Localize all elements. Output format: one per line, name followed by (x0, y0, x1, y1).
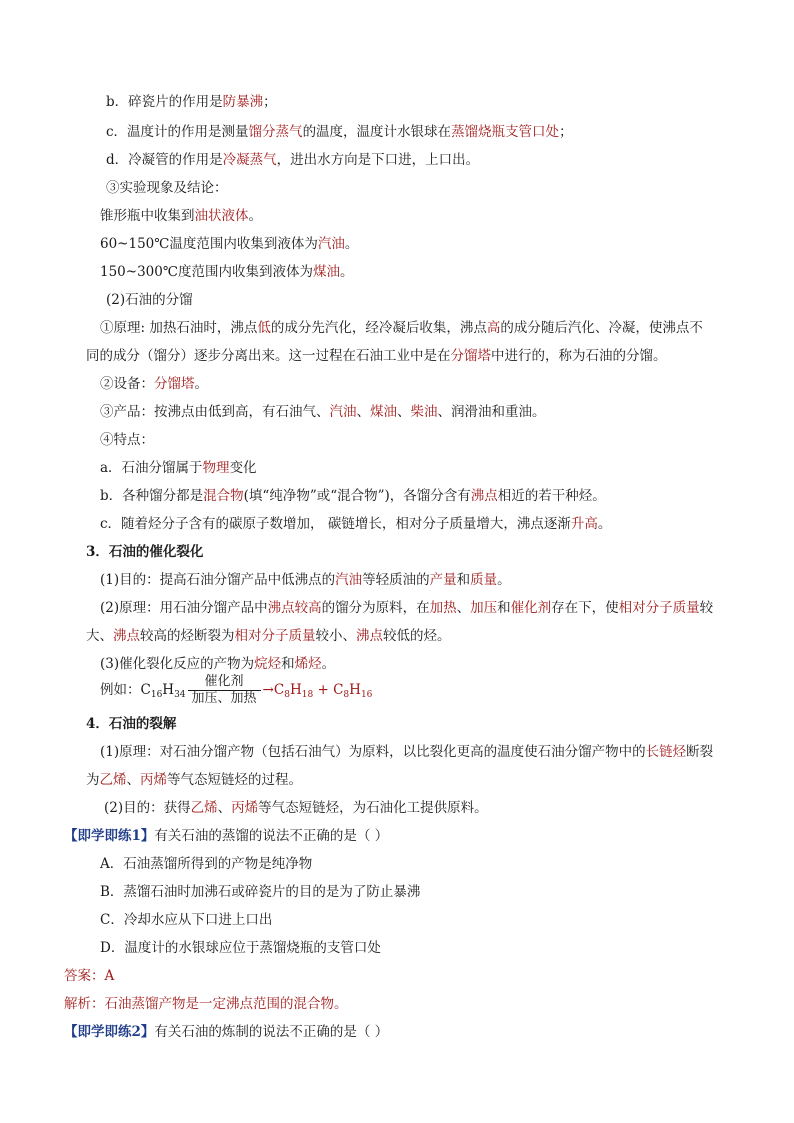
subscript: 8 (284, 690, 290, 700)
section-3-heading (86, 542, 203, 562)
section-4-heading (86, 714, 176, 734)
reaction-condition (188, 674, 261, 707)
text: ； (263, 94, 277, 110)
text: ③产品：按沸点由低到高，有石油气、 (100, 404, 330, 420)
text: H (289, 682, 302, 698)
arrow-icon: → (262, 682, 274, 698)
text: 的成分先汽化，经冷凝后收集，沸点 (270, 320, 487, 336)
text: 。 (194, 376, 208, 392)
fractionation-heading (106, 290, 193, 310)
text: 断裂 (686, 744, 714, 760)
text: (2)石油的分馏 (106, 292, 193, 308)
text: 。 (497, 572, 511, 588)
text: 。 (597, 516, 612, 532)
text: 同的成分（馏分）逐步分离出来。这一过程在石油工业中是在 (86, 348, 451, 364)
text: 、 (397, 404, 411, 420)
highlight: 沸点 (113, 628, 140, 644)
text: 较低的烃。 (383, 628, 451, 644)
text: 150~300℃度范围内收集到液体为 (100, 264, 313, 280)
highlight: 产量 (429, 572, 457, 588)
features-heading (100, 430, 154, 450)
subscript: 16 (360, 690, 373, 700)
text: 等气态短链烃的过程。 (167, 772, 302, 788)
fractionation-principle-1 (100, 318, 703, 338)
text: 较高的烃断裂为 (140, 628, 235, 644)
cracking-products (100, 654, 335, 674)
option-text: A．石油蒸馏所得到的产物是纯净物 (100, 856, 313, 872)
text: ②设备： (100, 376, 154, 392)
text: 、 (356, 404, 370, 420)
highlight: 汽油 (335, 572, 363, 588)
text: 。 (321, 656, 336, 672)
text: 、润滑油和重油。 (437, 404, 546, 420)
text: C (333, 682, 344, 698)
subscript: 18 (301, 690, 314, 700)
highlight: 质量 (470, 572, 498, 588)
highlight: 汽油 (317, 236, 345, 252)
highlight: 油状液体 (194, 208, 249, 224)
item-b-broken-porcelain (106, 92, 277, 112)
text: C (273, 682, 285, 698)
text: 。 (339, 264, 354, 280)
text: 答案：A (64, 968, 115, 984)
exercise-1-answer (64, 966, 114, 986)
text: 中进行的，称为石油的分馏。 (491, 348, 667, 364)
condition-heat-pressure: 加压、加热 (191, 691, 257, 706)
text: 60~150℃温度范围内收集到液体为 (100, 236, 318, 252)
text: 。 (344, 236, 359, 252)
exercise-1-option-c (100, 910, 272, 930)
exercise-tag: 【即学即练2】 (64, 1024, 155, 1040)
feature-a (100, 458, 257, 478)
cracking-equation (100, 674, 372, 711)
text: b．各种馏分都是 (100, 488, 204, 504)
text: 的馏分为原料，在 (321, 600, 430, 616)
text: 的成分随后汽化、冷凝，使沸点不 (500, 320, 703, 336)
reaction-products (263, 682, 373, 698)
text: (2)目的：获得 (104, 800, 191, 816)
highlight: 蒸馏烧瓶支管口处 (451, 124, 560, 140)
text: 。 (248, 208, 262, 224)
text: 和 (497, 600, 511, 616)
exercise-1-explanation (64, 994, 348, 1014)
text: (1)目的：提高石油分馏产品中低沸点的 (100, 572, 336, 588)
item-c-thermometer (106, 122, 573, 142)
text: 有关石油的炼制的说法不正确的是（ ） (154, 1024, 389, 1040)
text: c．随着烃分子含有的碳原子数增加， 碳链增长，相对分子质量增大，沸点逐渐 (100, 516, 571, 532)
pyrolysis-principle-2 (86, 770, 302, 790)
text: 例如：C (100, 682, 151, 698)
phenomena-line-1 (100, 206, 262, 226)
highlight: 长链烃 (645, 744, 687, 760)
highlight: 防暴沸 (222, 94, 264, 110)
text: 和 (456, 572, 471, 588)
text: 3．石油的催化裂化 (86, 544, 204, 560)
cracking-purpose (100, 570, 511, 590)
text: (填“纯净物”或“混合物”)，各馏分含有 (243, 488, 471, 504)
text: 、 (126, 772, 140, 788)
cracking-principle-2 (86, 626, 451, 646)
text: (3)催化裂化反应的产物为 (100, 656, 255, 672)
fractionation-equipment (100, 374, 208, 394)
highlight: 冷凝蒸气 (222, 152, 277, 168)
highlight: 丙烯 (140, 772, 167, 788)
feature-b (100, 486, 606, 506)
text: 有关石油的蒸馏的说法不正确的是（ ） (154, 828, 389, 844)
highlight: 高 (486, 320, 501, 336)
subscript: 34 (174, 690, 186, 700)
highlight: 沸点 (470, 488, 498, 504)
highlight: 乙烯 (190, 800, 218, 816)
exercise-1-option-d (100, 938, 381, 958)
exercise-1-question (64, 826, 388, 846)
exercise-2-question (64, 1022, 388, 1042)
highlight: 煤油 (370, 404, 397, 420)
fractionation-principle-2 (86, 346, 667, 366)
highlight: 混合物 (203, 488, 244, 504)
text: 和 (281, 656, 295, 672)
exercise-tag: 【即学即练1】 (64, 828, 155, 844)
subscript: 16 (150, 690, 163, 700)
highlight: 物理 (202, 460, 230, 476)
text: (2)原理：用石油分馏产品中 (100, 600, 268, 616)
text: ④特点： (100, 432, 154, 448)
text: ①原理: 加热石油时，沸点 (100, 320, 258, 336)
text: 相近的若干种烃。 (497, 488, 606, 504)
highlight: 分馏塔 (154, 376, 195, 392)
highlight: 丙烯 (231, 800, 259, 816)
text: 、 (456, 600, 471, 616)
highlight: 煤油 (312, 264, 340, 280)
item-d-condenser (106, 150, 479, 170)
text: 较小、 (315, 628, 356, 644)
highlight: 低 (257, 320, 271, 336)
text: 大、 (86, 628, 113, 644)
highlight: 沸点 (356, 628, 383, 644)
highlight: 乙烯 (99, 772, 127, 788)
highlight: 汽油 (329, 404, 357, 420)
text: 为 (86, 772, 100, 788)
phenomena-line-2 (100, 234, 358, 254)
exercise-1-option-a (100, 854, 312, 874)
text: 变化 (229, 460, 257, 476)
text: ，进出水方向是下口进，上口出。 (276, 152, 480, 168)
text: ； (559, 124, 573, 140)
highlight: 相对分子质量 (234, 628, 316, 644)
text: ③实验现象及结论： (106, 180, 228, 196)
pyrolysis-principle-1 (100, 742, 713, 762)
text: 存在下，使 (551, 600, 619, 616)
text: c．温度计的作用是测量 (106, 124, 249, 140)
feature-c (100, 514, 611, 534)
text: 、 (217, 800, 232, 816)
text: + (313, 682, 334, 698)
fractionation-products (100, 402, 546, 422)
highlight: 沸点较高 (267, 600, 322, 616)
pyrolysis-purpose (104, 798, 488, 818)
text: (1)原理：对石油分馏产物（包括石油气）为原料，以比裂化更高的温度使石油分馏产物中的 (100, 744, 646, 760)
text: 较 (699, 600, 714, 616)
text: H (162, 682, 175, 698)
highlight: 烯烃 (294, 656, 322, 672)
highlight: 柴油 (410, 404, 438, 420)
highlight: 相对分子质量 (618, 600, 700, 616)
subscript: 8 (343, 690, 350, 700)
text: 锥形瓶中收集到 (100, 208, 195, 224)
text: d．冷凝管的作用是 (106, 152, 223, 168)
highlight: 分馏塔 (450, 348, 491, 364)
text: H (349, 682, 361, 698)
exercise-1-option-b (100, 882, 420, 902)
text: 等轻质油的 (362, 572, 430, 588)
text: b．碎瓷片的作用是 (106, 94, 223, 110)
cracking-principle-1 (100, 598, 713, 618)
option-text: C．冷却水应从下口进上口出 (100, 912, 273, 928)
highlight: 加热 (429, 600, 457, 616)
highlight: 馏分蒸气 (248, 124, 303, 140)
highlight: 升高 (570, 516, 598, 532)
highlight: 加压 (470, 600, 498, 616)
text: 解析：石油蒸馏产物是一定沸点范围的混合物。 (64, 996, 348, 1012)
highlight: 催化剂 (510, 600, 552, 616)
text: 的温度，温度计水银球在 (302, 124, 452, 140)
phenomena-heading (106, 178, 228, 198)
option-text: D．温度计的水银球应位于蒸馏烧瓶的支管口处 (100, 940, 381, 956)
phenomena-line-3 (100, 262, 353, 282)
highlight: 烷烃 (254, 656, 282, 672)
text: a．石油分馏属于 (100, 460, 203, 476)
condition-catalyst: 催化剂 (188, 674, 261, 691)
option-text: B．蒸馏石油时加沸石或碎瓷片的目的是为了防止暴沸 (100, 884, 421, 900)
text: 4．石油的裂解 (86, 716, 177, 732)
text: 等气态短链烃，为石油化工提供原料。 (258, 800, 488, 816)
